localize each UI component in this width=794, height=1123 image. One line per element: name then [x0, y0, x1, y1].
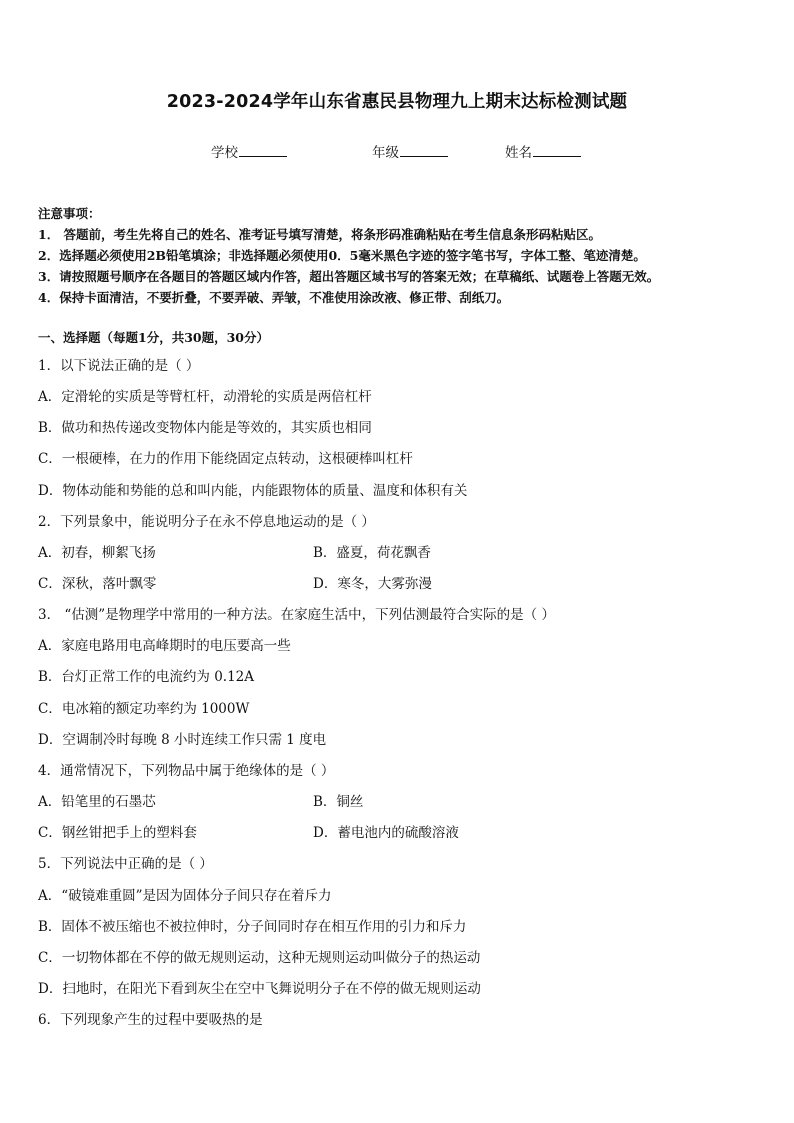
name-label: 姓名	[505, 145, 532, 161]
grade-field	[372, 141, 448, 161]
section-heading: 一、选择题（每题1分，共30题，30分）	[38, 330, 269, 345]
exam-title: 2023-2024学年山东省惠民县物理九上期末达标检测试题	[166, 92, 628, 112]
question-stem: 5．下列说法中正确的是（ ）	[38, 856, 213, 872]
question-stem: 3． “估测”是物理学中常用的一种方法。在家庭生活中，下列估测最符合实际的是（ ）	[38, 607, 555, 623]
question-option: B．固体不被压缩也不被拉伸时，分子间同时存在相互作用的引力和斥力	[38, 919, 467, 935]
question-option: D．寒冬，大雾弥漫	[313, 576, 432, 592]
question-option: D．物体动能和势能的总和叫内能，内能跟物体的质量、温度和体积有关	[38, 483, 468, 499]
notes-block	[38, 203, 758, 308]
note-item: 3．请按照题号顺序在各题目的答题区域内作答，超出答题区域书写的答案无效；在草稿纸、试题卷上答题无效。	[38, 269, 660, 284]
question-option: A．家庭电路用电高峰期时的电压要高一些	[38, 638, 291, 654]
question-option: C．一切物体都在不停的做无规则运动，这种无规则运动叫做分子的热运动	[38, 950, 481, 966]
note-item: 1． 答题前，考生先将自己的姓名、准考证号填写清楚，将条形码准确粘贴在考生信息条形码粘贴区。	[38, 227, 602, 242]
question-option: D．扫地时，在阳光下看到灰尘在空中飞舞说明分子在不停的做无规则运动	[38, 981, 481, 997]
question-option: B．铜丝	[313, 794, 364, 810]
question-option: C．深秋，落叶飘零	[38, 576, 157, 592]
question-stem: 4．通常情况下，下列物品中属于绝缘体的是（ ）	[38, 763, 335, 779]
question-stem: 1．以下说法正确的是（ ）	[38, 358, 200, 374]
school-blank	[239, 143, 287, 157]
note-item: 2．选择题必须使用2B铅笔填涂；非选择题必须使用0．5毫米黑色字迹的签字笔书写，字体工整、笔迹清楚。	[38, 248, 646, 263]
grade-blank	[400, 143, 448, 157]
question-stem: 2．下列景象中，能说明分子在永不停息地运动的是（ ）	[38, 514, 375, 530]
question-option: D．空调制冷时每晚 8 小时连续工作只需 1 度电	[38, 732, 327, 748]
question-option: A．铅笔里的石墨芯	[38, 794, 156, 810]
name-blank	[533, 143, 581, 157]
question-option: B．盛夏，荷花飘香	[313, 545, 431, 561]
question-option: C．一根硬棒，在力的作用下能绕固定点转动，这根硬棒叫杠杆	[38, 451, 413, 467]
note-item: 4．保持卡面清洁，不要折叠，不要弄破、弄皱，不准使用涂改液、修正带、刮纸刀。	[38, 290, 510, 305]
school-label: 学校	[211, 145, 238, 161]
question-option: D．蓄电池内的硫酸溶液	[313, 825, 459, 841]
question-option: C．钢丝钳把手上的塑料套	[38, 825, 197, 841]
grade-label: 年级	[372, 145, 399, 161]
notes-heading: 注意事项：	[38, 206, 101, 221]
question-option: A．“破镜难重圆”是因为固体分子间只存在着斥力	[38, 888, 332, 904]
student-info-row	[0, 141, 794, 161]
question-option: B．台灯正常工作的电流约为 0.12A	[38, 669, 255, 685]
question-option: C．电冰箱的额定功率约为 1000W	[38, 701, 250, 717]
question-stem: 6．下列现象产生的过程中要吸热的是	[38, 1012, 263, 1028]
school-field	[211, 141, 287, 161]
question-option: A．定滑轮的实质是等臂杠杆，动滑轮的实质是两倍杠杆	[38, 389, 372, 405]
question-option: A．初春，柳絮飞扬	[38, 545, 156, 561]
name-field	[505, 141, 581, 161]
question-option: B．做功和热传递改变物体内能是等效的，其实质也相同	[38, 420, 372, 436]
